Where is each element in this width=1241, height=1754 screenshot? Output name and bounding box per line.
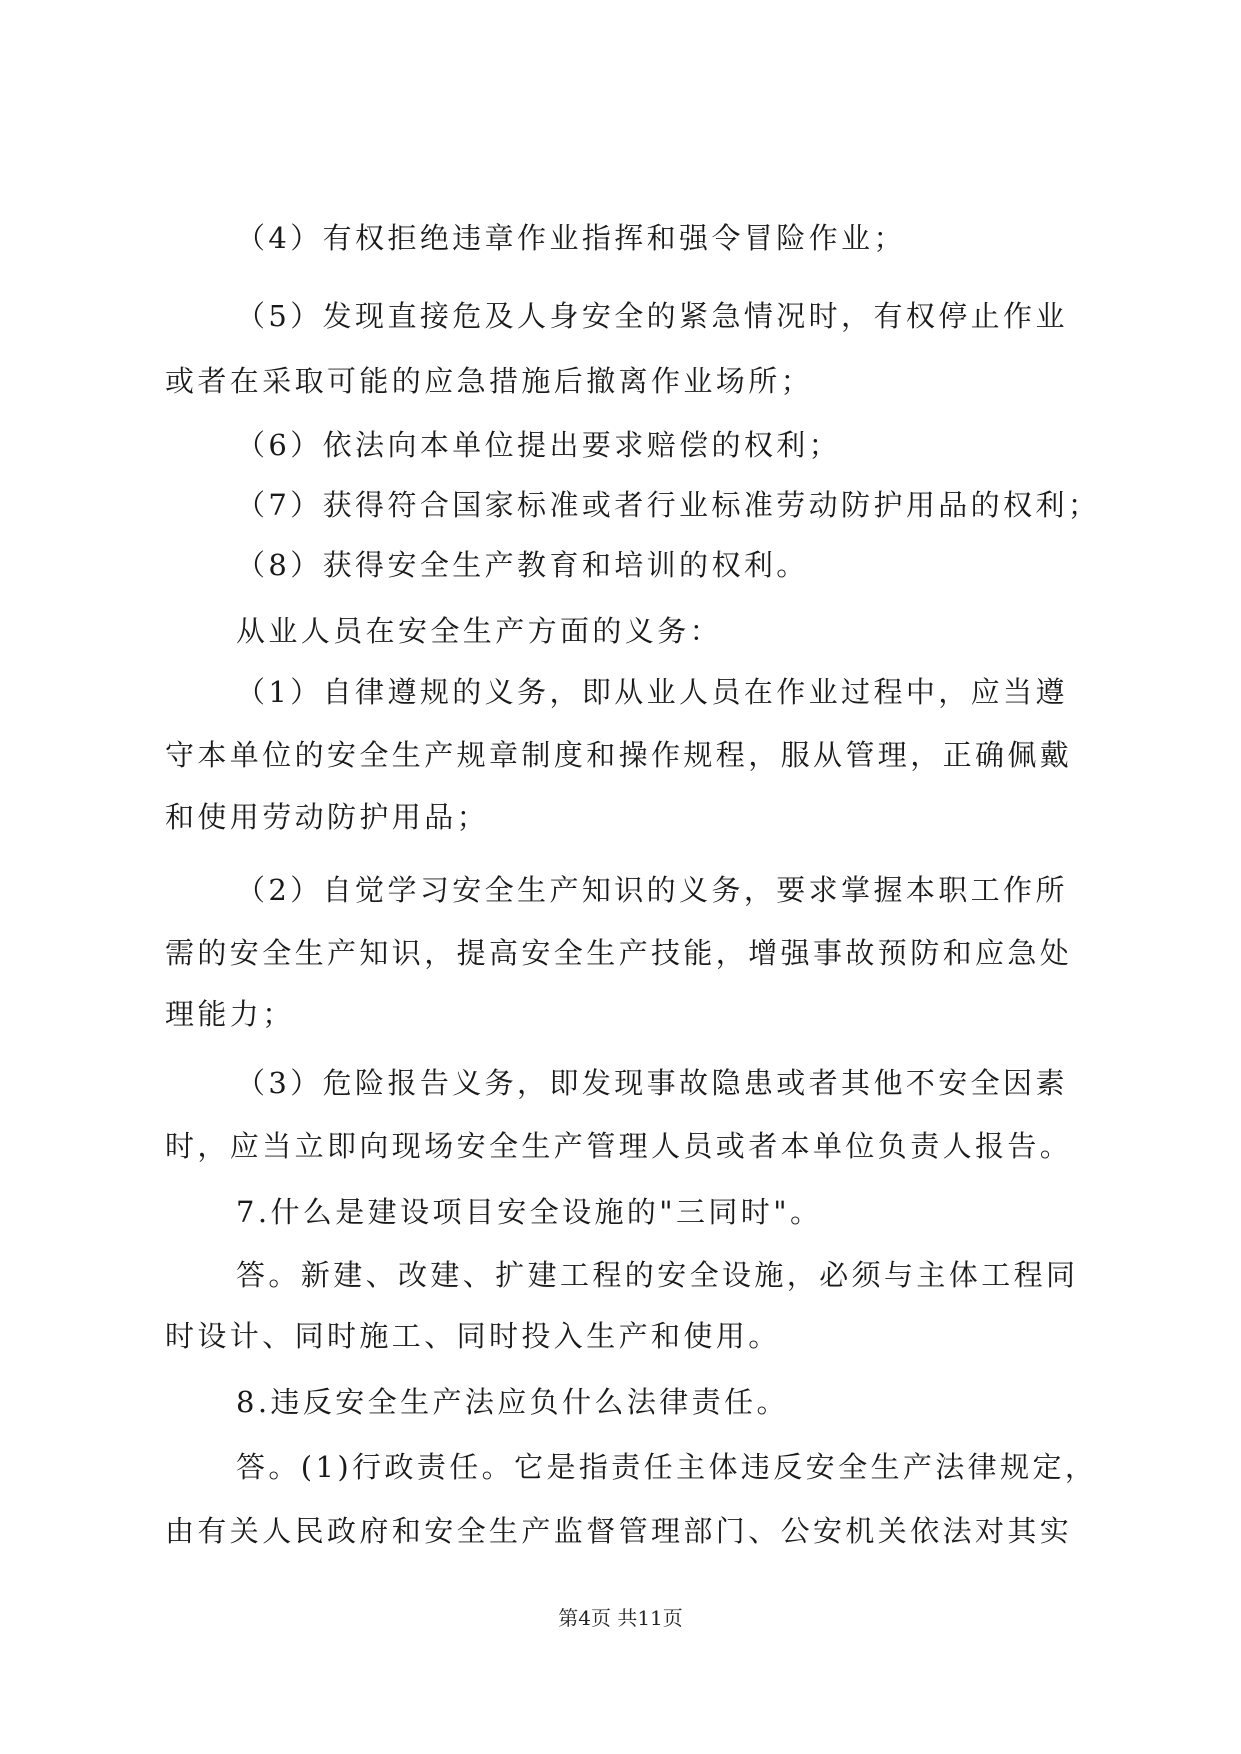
heading-question-8: 8.违反安全生产法应负什么法律责任。: [236, 1385, 789, 1419]
page-number-footer: 第4页 共11页: [558, 1606, 683, 1630]
text-line: （7）获得符合国家标准或者行业标准劳动防护用品的权利；: [236, 488, 1101, 522]
text-line: （3）危险报告义务，即发现事故隐患或者其他不安全因素: [236, 1066, 1068, 1100]
text-line: 由有关人民政府和安全生产监督管理部门、公安机关依法对其实: [165, 1514, 1073, 1548]
text-line: 从业人员在安全生产方面的义务：: [236, 614, 723, 648]
text-line: 答。(1)行政责任。它是指责任主体违反安全生产法律规定，: [236, 1450, 1098, 1484]
text-line: 答。新建、改建、扩建工程的安全设施，必须与主体工程同: [236, 1258, 1079, 1292]
text-line: （1）自律遵规的义务，即从业人员在作业过程中，应当遵: [236, 675, 1068, 709]
text-line: 或者在采取可能的应急措施后撤离作业场所；: [165, 364, 814, 398]
text-line: 时，应当立即向现场安全生产管理人员或者本单位负责人报告。: [165, 1129, 1073, 1163]
text-line: （2）自觉学习安全生产知识的义务，要求掌握本职工作所: [236, 873, 1068, 907]
text-line: （5）发现直接危及人身安全的紧急情况时，有权停止作业: [236, 299, 1068, 333]
text-line: 理能力；: [165, 997, 295, 1031]
text-line: 需的安全生产知识，提高安全生产技能，增强事故预防和应急处: [165, 936, 1073, 970]
heading-question-7: 7.什么是建设项目安全设施的"三同时"。: [236, 1195, 823, 1229]
text-line: 守本单位的安全生产规章制度和操作规程，服从管理，正确佩戴: [165, 738, 1073, 772]
text-line: 和使用劳动防护用品；: [165, 800, 490, 834]
text-line: （8）获得安全生产教育和培训的权利。: [236, 548, 809, 582]
text-line: 时设计、同时施工、同时投入生产和使用。: [165, 1319, 781, 1353]
text-line: （6）依法向本单位提出要求赔偿的权利；: [236, 428, 842, 462]
text-line: （4）有权拒绝违章作业指挥和强令冒险作业；: [236, 221, 906, 255]
